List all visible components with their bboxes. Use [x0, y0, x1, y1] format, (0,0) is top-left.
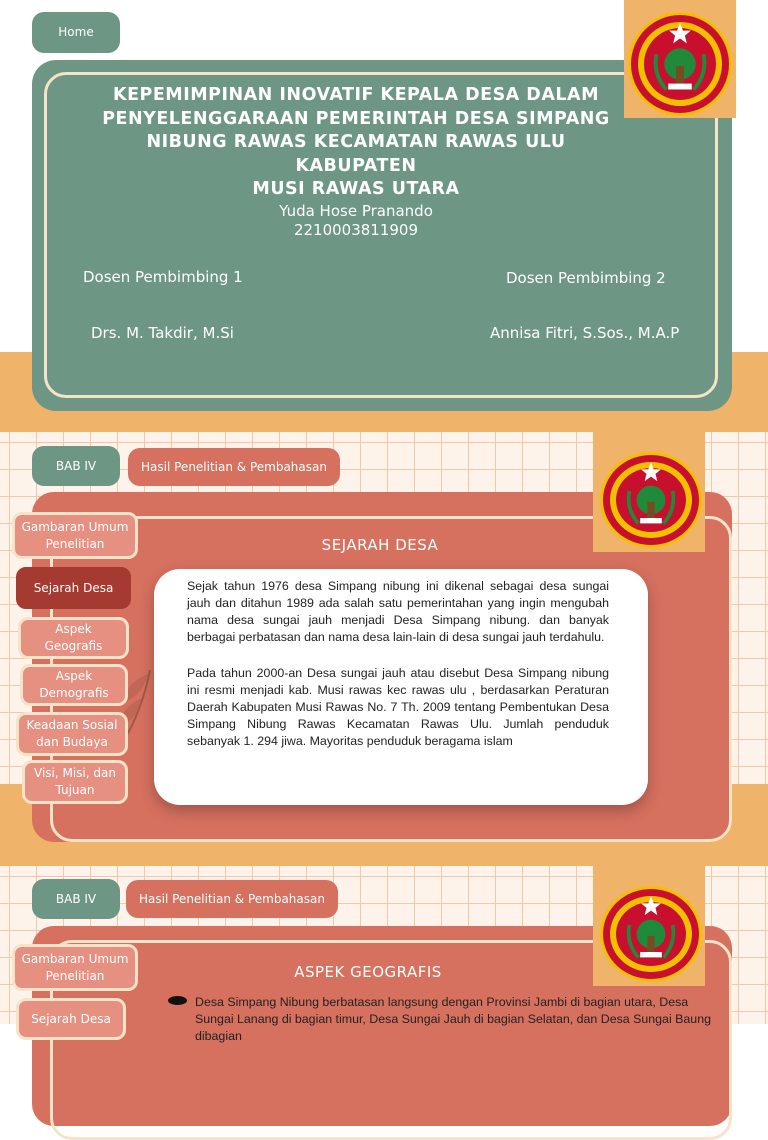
title-slide [0, 0, 768, 432]
title-line: KEPEMIMPINAN INOVATIF KEPALA DESA DALAM [113, 85, 599, 105]
geography-slide [0, 866, 768, 1043]
presentation-title [70, 84, 642, 202]
nav-sejarah-desa[interactable]: Sejarah Desa [16, 567, 131, 609]
chapter-badge[interactable]: BAB IV [32, 446, 120, 486]
nav-visi-misi[interactable]: Visi, Misi, dan Tujuan [22, 760, 128, 804]
history-paragraph-2: Pada tahun 2000-an Desa sungai jauh atau disebut Desa Simpang nibung ini resmi menjadi kab. Musi rawas kec rawas ulu , berdasarkan Peraturan Daerah Kabupaten Musi Rawas No. 7 Th. 2009 tentang Pembentukan Desa Simpang Nibung Rawas Kecamatan Rawas Ulu. Jumlah penduduk sebanyak 1. 294 jiwa. Mayoritas penduduk beragama islam [187, 666, 609, 748]
section-title: SEJARAH DESA [321, 536, 439, 554]
author-id: 2210003811909 [293, 221, 419, 239]
advisor1-name: Drs. M. Takdir, M.Si [91, 324, 234, 342]
history-paragraph-1: Sejak tahun 1976 desa Simpang nibung ini dikenal sebagai desa sungai jauh dan ditahun 1989 ada salah satu pemerintahan yang ingin mengubah nama desa sungai jauh menjadi Desa Simpang nibung. dan banyak berbagai perbatasan dan nama desa lain-lain di desa sungai jauh terdahulu. [187, 579, 609, 644]
title-line: NIBUNG RAWAS KECAMATAN RAWAS ULU [146, 132, 566, 153]
chapter-title-badge[interactable]: Hasil Penelitian & Pembahasan [126, 880, 338, 918]
section-title: ASPEK GEOGRAFIS [294, 963, 442, 981]
history-slide [0, 432, 768, 866]
advisor1-label: Dosen Pembimbing 1 [83, 268, 243, 286]
nav-keadaan-sosial[interactable]: Keadaan Sosial dan Budaya [16, 712, 128, 756]
author-name: Yuda Hose Pranando [279, 202, 433, 220]
chapter-title-badge[interactable]: Hasil Penelitian & Pembahasan [128, 448, 340, 486]
chapter-badge[interactable]: BAB IV [32, 879, 120, 919]
nav-aspek-geografis[interactable]: Aspek Geografis [18, 617, 129, 659]
nav-gambaran-umum[interactable]: Gambaran Umum Penelitian [12, 512, 138, 559]
regency-emblem-icon [600, 452, 702, 548]
advisor2-label: Dosen Pembimbing 2 [506, 269, 666, 287]
author-block [180, 202, 532, 240]
title-line: PENYELENGGARAAN PEMERINTAH DESA SIMPANG [102, 108, 610, 129]
geography-bullet-1: Desa Simpang Nibung berbatasan langsung dengan Provinsi Jambi di bagian utara, Desa Sungai Lanang di bagian timur, Desa Sungai Jauh di bagian Selatan, dan Desa Sungai Baung dibagian [195, 995, 711, 1043]
nav-aspek-demografis[interactable]: Aspek Demografis [20, 664, 128, 706]
regency-emblem-icon [600, 886, 702, 982]
bullet-icon [168, 996, 187, 1005]
advisor2-name: Annisa Fitri, S.Sos., M.A.P [490, 324, 680, 342]
regency-emblem-icon [628, 12, 732, 116]
title-line: MUSI RAWAS UTARA [252, 179, 460, 200]
nav-sejarah-desa[interactable]: Sejarah Desa [16, 998, 126, 1040]
title-line: KABUPATEN [295, 155, 417, 176]
home-button[interactable]: Home [32, 12, 120, 53]
nav-gambaran-umum[interactable]: Gambaran Umum Penelitian [12, 944, 138, 991]
